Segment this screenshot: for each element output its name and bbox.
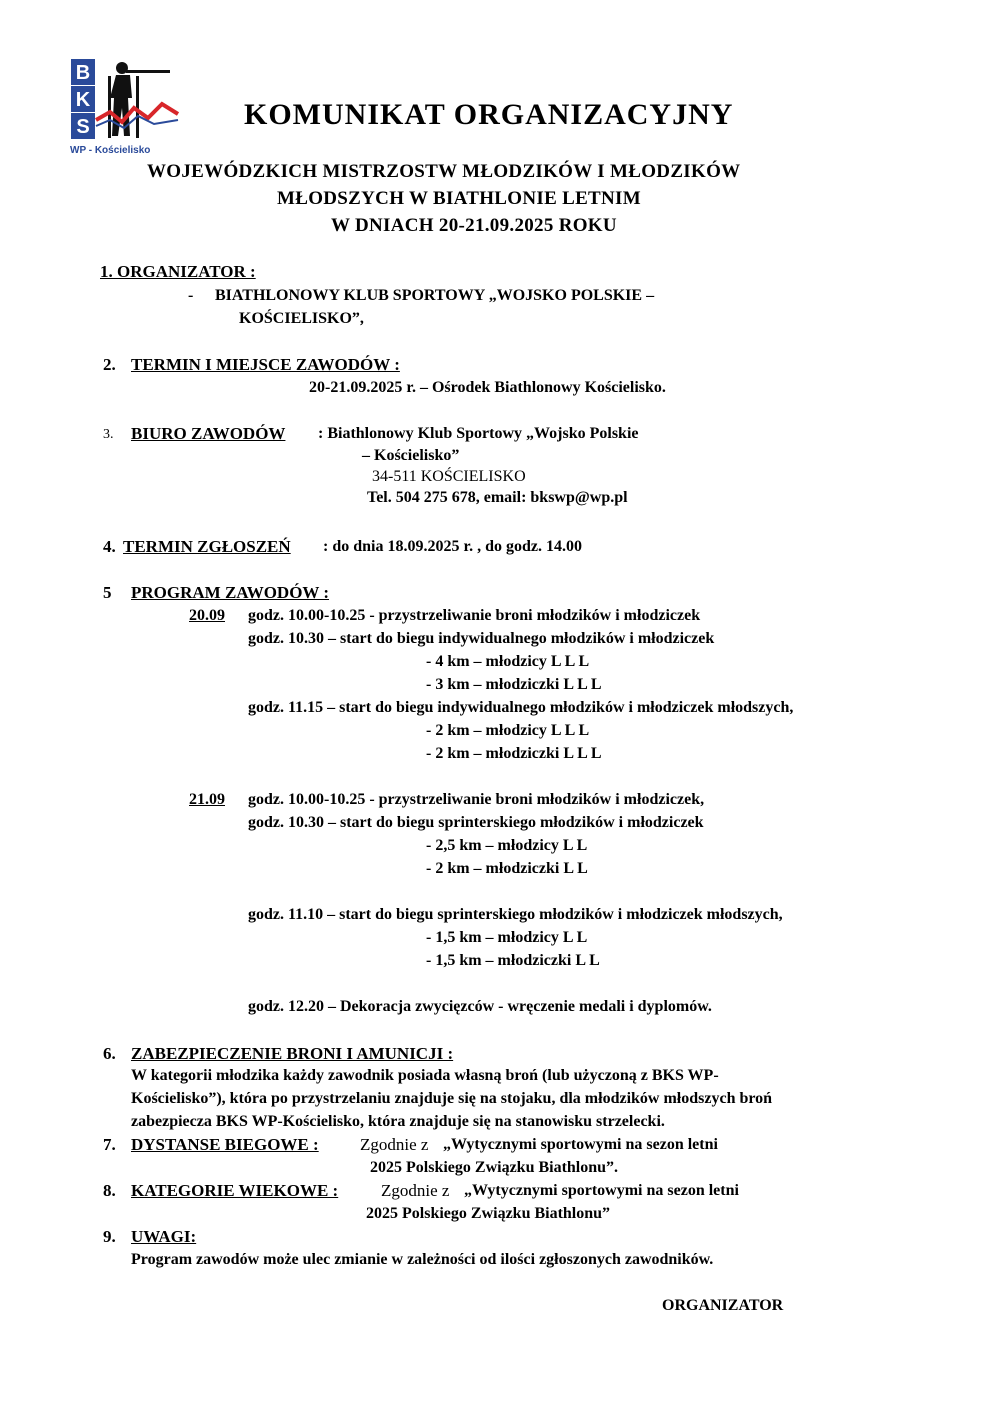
day1-line-2: godz. 10.30 – start do biegu indywidualnego młodzików i młodziczek <box>248 630 715 647</box>
section-4-heading: TERMIN ZGŁOSZEŃ <box>123 537 291 556</box>
section-6-number: 6. <box>103 1044 116 1063</box>
section-7-line-1b: „Wytycznymi sportowymi na sezon letni <box>443 1136 718 1153</box>
section-7-number: 7. <box>103 1135 116 1154</box>
day2-line-8: godz. 12.20 – Dekoracja zwycięzców - wręczenie medali i dyplomów. <box>248 998 712 1015</box>
section-6-line-1: W kategorii młodzika każdy zawodnik posiada własną broń (lub użyczoną z BKS WP- <box>131 1067 719 1084</box>
section-1-line-1: BIATHLONOWY KLUB SPORTOWY „WOJSKO POLSKIE – <box>215 287 655 304</box>
logo-letter-b: B <box>75 62 91 84</box>
section-7-line-1a: Zgodnie z <box>360 1135 429 1154</box>
section-8-line-2: 2025 Polskiego Związku Biathlonu” <box>366 1205 611 1222</box>
day1-line-3: - 4 km – młodzicy L L L <box>426 653 590 670</box>
section-3-heading: BIURO ZAWODÓW <box>131 424 286 443</box>
section-6-line-2: Kościelisko”), która po przystrzelaniu znajduje się na stojaku, dla młodzików młodszych broń <box>131 1090 773 1107</box>
logo-caption: WP - Kościelisko <box>70 145 151 156</box>
bks-logo <box>70 58 180 158</box>
day2-line-1: godz. 10.00-10.25 - przystrzeliwanie broni młodzików i młodziczek, <box>248 791 705 808</box>
subtitle-line-2: MŁODSZYCH W BIATHLONIE LETNIM <box>277 188 641 209</box>
day2-line-7: - 1,5 km – młodziczki L L <box>426 952 600 969</box>
section-3-line-2: – Kościelisko” <box>362 447 460 464</box>
signature-organizator: ORGANIZATOR <box>662 1297 784 1314</box>
day1-line-6: - 2 km – młodzicy L L L <box>426 722 590 739</box>
day2-date: 21.09 <box>189 791 225 808</box>
section-1-dash: - <box>188 287 194 304</box>
day1-line-5: godz. 11.15 – start do biegu indywidualnego młodzików i młodziczek młodszych, <box>248 699 794 716</box>
section-3-line-1: : Biathlonowy Klub Sportowy „Wojsko Polskie <box>318 425 639 442</box>
section-7-line-2: 2025 Polskiego Związku Biathlonu”. <box>370 1159 619 1176</box>
section-3-number: 3. <box>103 427 114 442</box>
day2-line-4: - 2 km – młodziczki L L <box>426 860 588 877</box>
day1-line-1: godz. 10.00-10.25 - przystrzeliwanie broni młodzików i młodziczek <box>248 607 701 624</box>
day2-line-5: godz. 11.10 – start do biegu sprinterskiego młodzików i młodziczek młodszych, <box>248 906 783 923</box>
day2-line-3: - 2,5 km – młodzicy L L <box>426 837 588 854</box>
day1-date: 20.09 <box>189 607 225 624</box>
section-5-heading: PROGRAM ZAWODÓW : <box>131 583 330 602</box>
section-7-heading: DYSTANSE BIEGOWE : <box>131 1135 319 1154</box>
section-8-line-1a: Zgodnie z <box>381 1181 450 1200</box>
section-5-number: 5 <box>103 583 112 602</box>
day1-line-4: - 3 km – młodziczki L L L <box>426 676 602 693</box>
section-2-heading: TERMIN I MIEJSCE ZAWODÓW : <box>131 355 400 374</box>
day1-line-7: - 2 km – młodziczki L L L <box>426 745 602 762</box>
section-3-line-4: Tel. 504 275 678, email: bkswp@wp.pl <box>367 489 628 506</box>
section-4-number: 4. <box>103 537 116 556</box>
day2-line-6: - 1,5 km – młodzicy L L <box>426 929 588 946</box>
logo-letter-s: S <box>76 116 90 138</box>
section-8-heading: KATEGORIE WIEKOWE : <box>131 1181 339 1200</box>
biathlete-silhouette <box>108 62 170 138</box>
section-9-line-1: Program zawodów może ulec zmianie w zależności od ilości zgłoszonych zawodników. <box>131 1251 714 1268</box>
section-6-line-3: zabezpiecza BKS WP-Kościelisko, która znajduje się na stanowisku strzelecki. <box>131 1113 665 1130</box>
section-9-heading: UWAGI: <box>131 1227 197 1246</box>
section-4-line: : do dnia 18.09.2025 r. , do godz. 14.00 <box>323 538 582 555</box>
section-1-line-2: KOŚCIELISKO”, <box>239 310 364 327</box>
section-2-number: 2. <box>103 355 116 374</box>
subtitle-line-3: W DNIACH 20-21.09.2025 ROKU <box>331 215 617 236</box>
section-8-line-1b: „Wytycznymi sportowymi na sezon letni <box>464 1182 739 1199</box>
page-title: KOMUNIKAT ORGANIZACYJNY <box>244 98 734 131</box>
subtitle-line-1: WOJEWÓDZKICH MISTRZOSTW MŁODZIKÓW I MŁODZIKÓW <box>147 161 741 182</box>
section-1-heading: 1. ORGANIZATOR : <box>100 262 256 281</box>
section-9-number: 9. <box>103 1227 116 1246</box>
section-6-heading: ZABEZPIECZENIE BRONI I AMUNICJI : <box>131 1044 454 1063</box>
section-2-line: 20-21.09.2025 r. – Ośrodek Biathlonowy Kościelisko. <box>309 379 666 396</box>
logo-letter-k: K <box>75 89 91 111</box>
section-3-line-3: 34-511 KOŚCIELISKO <box>372 468 526 485</box>
day2-line-2: godz. 10.30 – start do biegu sprinterskiego młodzików i młodziczek <box>248 814 704 831</box>
section-8-number: 8. <box>103 1181 116 1200</box>
